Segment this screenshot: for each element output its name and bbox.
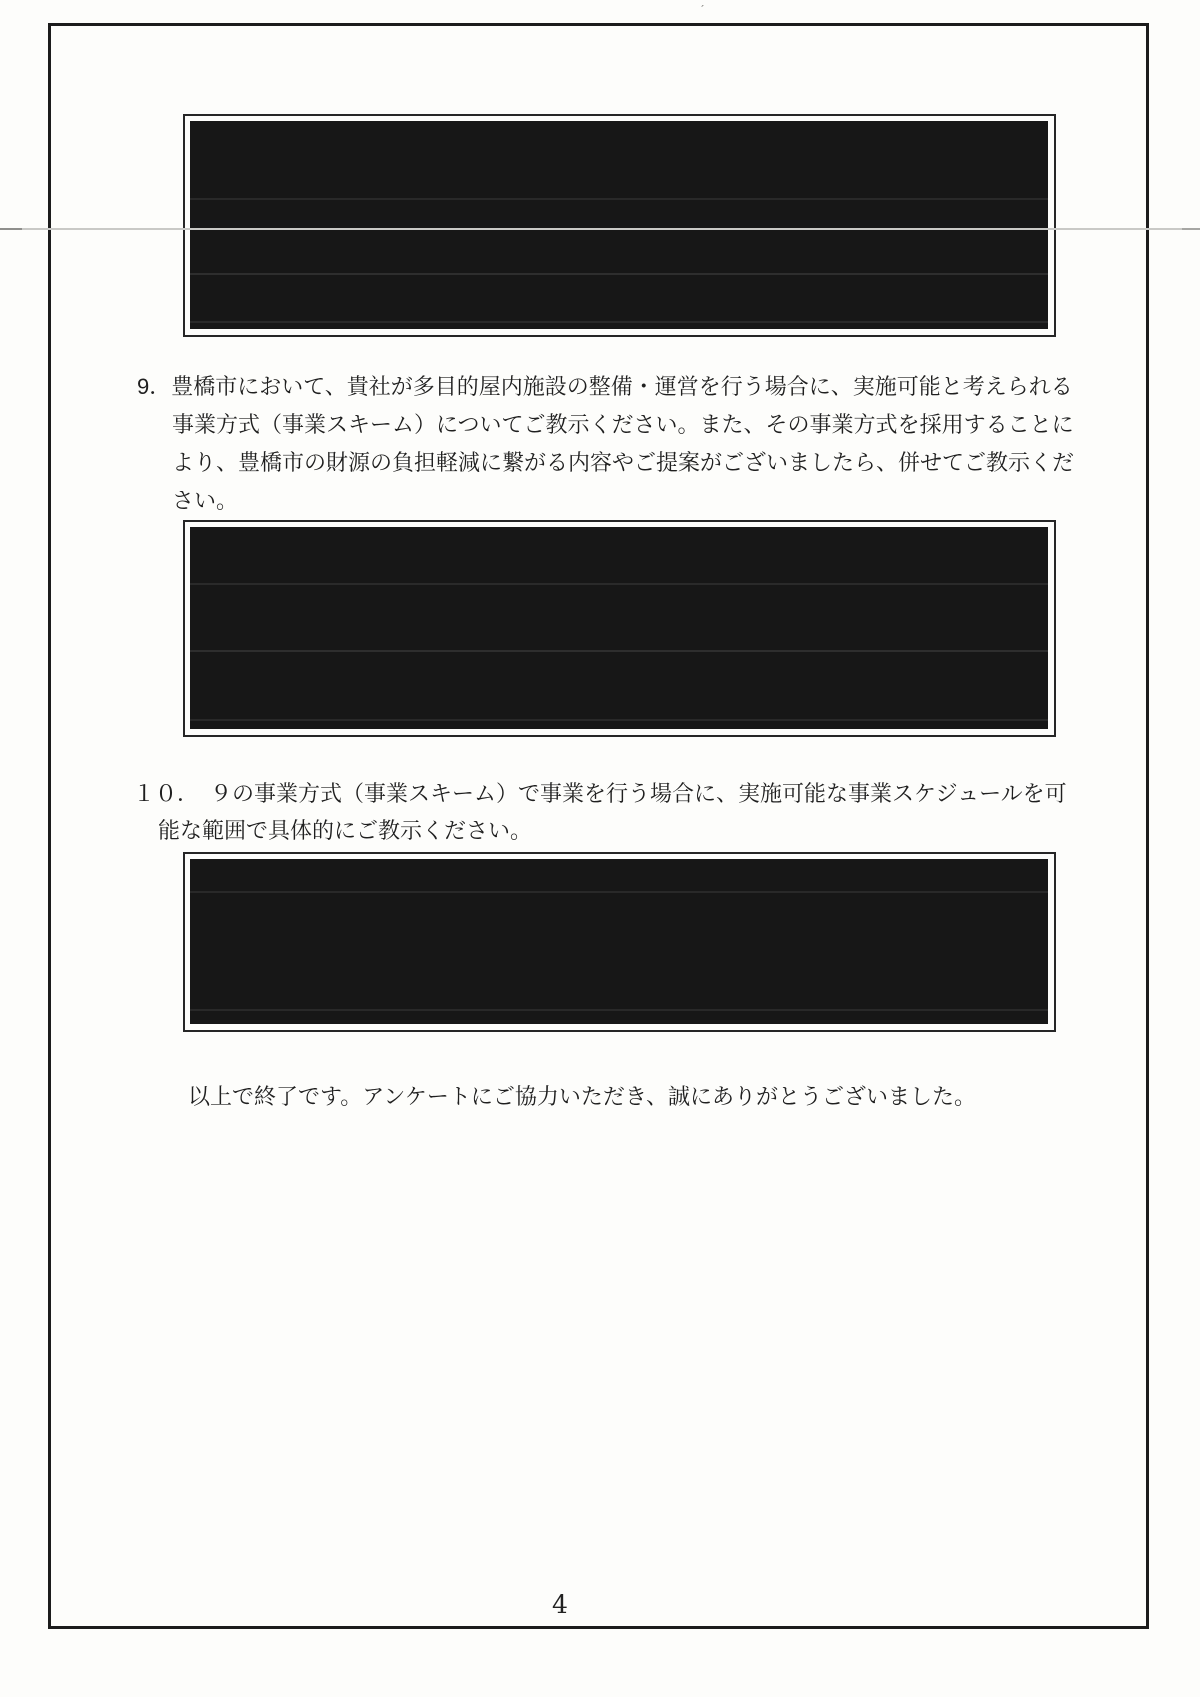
- redaction-fill: [190, 121, 1048, 329]
- question-9-line-1: 9．豊橋市において、貴社が多目的屋内施設の整備・運営を行う場合に、実施可能と考えられる: [137, 374, 1073, 399]
- question-9-line-3: より、豊橋市の財源の負担軽減に繋がる内容やご提案がございましたら、併せてご教示くだ: [172, 450, 1075, 475]
- scan-tick-left: [0, 228, 22, 230]
- closing-note: 以上で終了です。アンケートにご協力いただき、誠にありがとうございました。: [188, 1084, 977, 1109]
- scan-artifact-line: [0, 228, 1200, 230]
- redacted-answer-box-q9: [183, 520, 1056, 737]
- scan-speck: ˊ: [700, 2, 705, 18]
- question-10-line-1: １０． ９の事業方式（事業スキーム）で事業を行う場合に、実施可能な事業スケジュールを可: [133, 781, 1067, 806]
- redaction-fill: [190, 527, 1048, 729]
- question-10: [133, 775, 1067, 849]
- question-9-line-4: さい。: [172, 488, 239, 513]
- redacted-answer-box-top: [183, 114, 1056, 337]
- question-9-line-2: 事業方式（事業スキーム）についてご教示ください。また、その事業方式を採用することに: [172, 412, 1074, 437]
- scan-tick-right: [1182, 228, 1200, 230]
- page-number: 4: [552, 1590, 568, 1619]
- question-10-line-2: 能な範囲で具体的にご教示ください。: [158, 818, 533, 843]
- redaction-fill: [190, 859, 1048, 1024]
- question-9: [137, 368, 1074, 520]
- redacted-answer-box-q10: [183, 852, 1056, 1032]
